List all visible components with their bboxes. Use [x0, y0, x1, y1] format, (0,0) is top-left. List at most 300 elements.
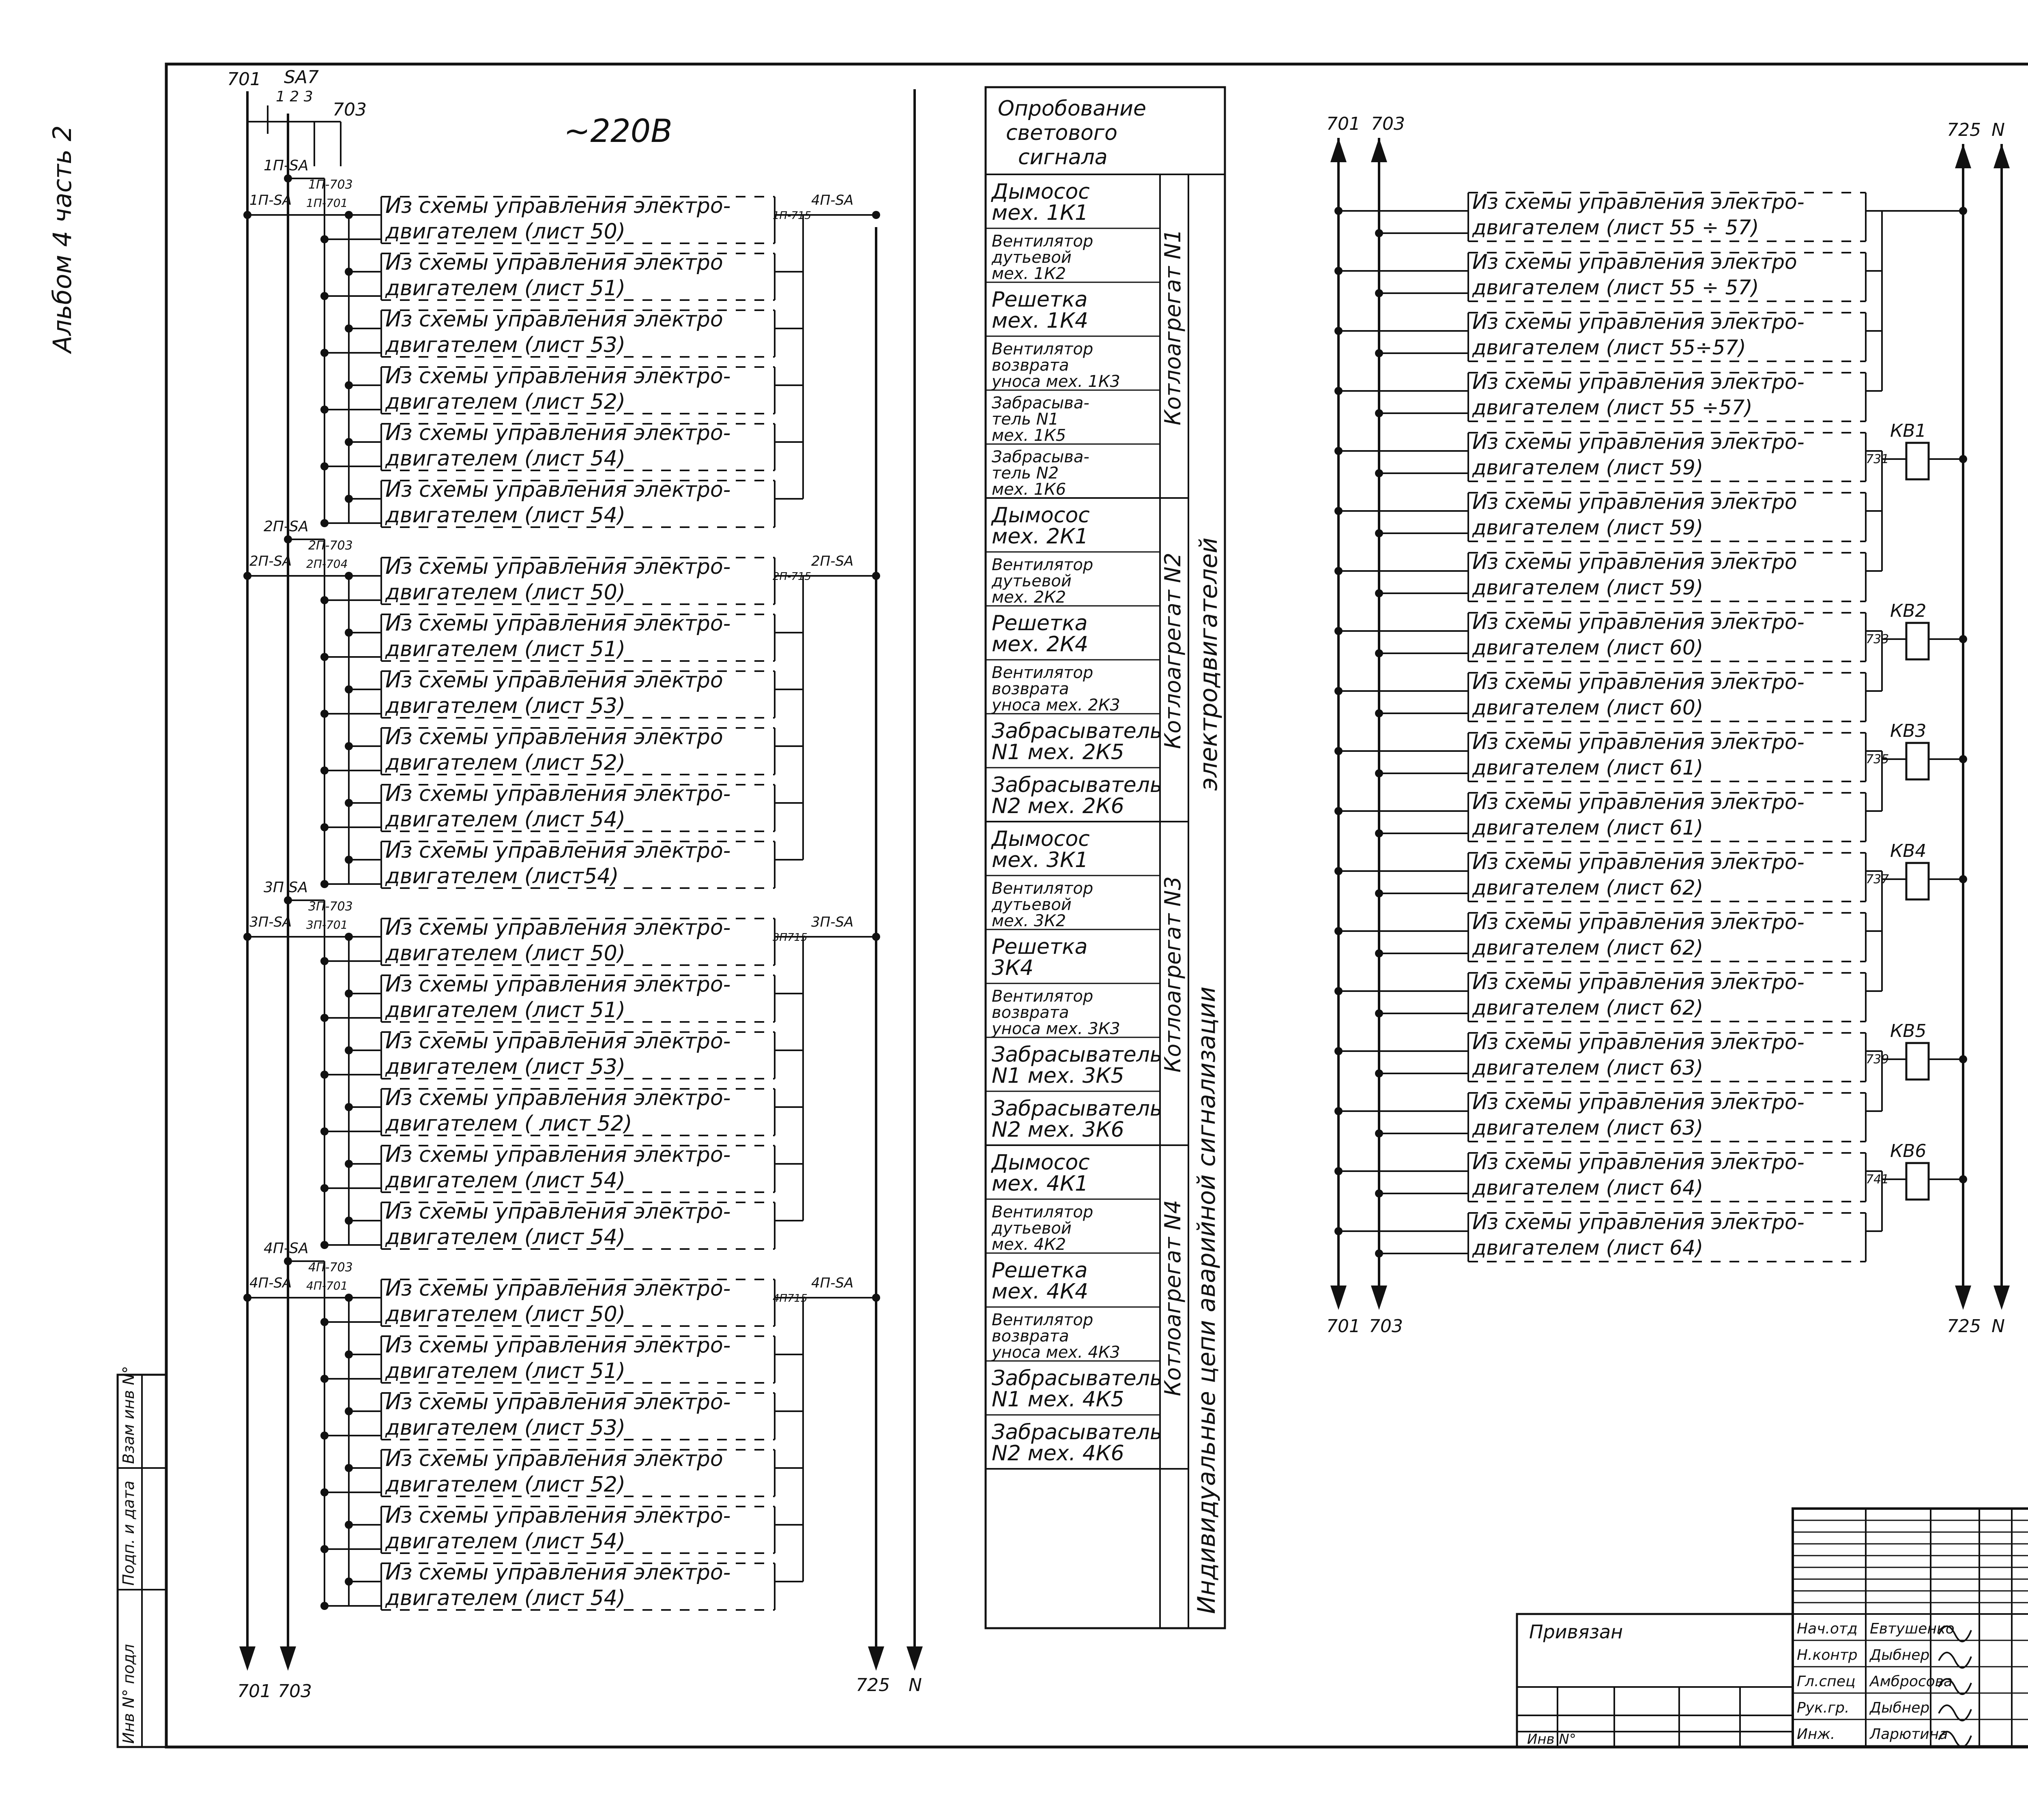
arrow-701-left [239, 1646, 256, 1671]
row-text-1: Из схемы управления электро- [385, 1200, 731, 1224]
row-text-2: двигателем (лист54) [385, 864, 619, 889]
junction-dot [872, 1294, 880, 1302]
signature-role: Н.контр [1797, 1647, 1858, 1663]
relay-coil [1866, 721, 1967, 811]
junction-dot [1375, 769, 1383, 777]
left-bus-N-bottom: N [909, 1675, 922, 1696]
junction-dot [1375, 529, 1383, 537]
row-text-1: Из схемы управления электро- [385, 555, 731, 579]
junction-dot [243, 572, 251, 580]
junction-dot [1334, 1167, 1343, 1175]
junction-dot [345, 572, 353, 580]
row-text-2: двигателем (лист 52) [385, 751, 626, 775]
aggregate-item-text: Вентилятор [992, 879, 1093, 898]
junction-dot [320, 596, 329, 604]
sa-right-label: 4П-SA [811, 192, 854, 208]
right-motor-circuit-row [1334, 550, 1882, 601]
junction-dot [345, 629, 353, 637]
aggregate-item-text: мех. 4К4 [992, 1279, 1089, 1304]
aggregate-item-text: 3К4 [992, 956, 1034, 980]
stamp-col-sign: Подп. и дата [120, 1481, 137, 1586]
motor-circuit-row [320, 555, 803, 605]
aggregate-item-text: мех. 1К1 [992, 201, 1089, 225]
left-table-caption-main: Индивидуальные цепи аварийной сигнализации [1192, 986, 1221, 1614]
relay-wire: 741 [1866, 1172, 1889, 1187]
left-group [243, 1240, 880, 1610]
junction-dot [345, 324, 353, 333]
junction-dot [1334, 987, 1343, 995]
aggregate-item-text: Решетка [992, 611, 1088, 635]
right-row-text-2: двигателем (лист 64) [1472, 1176, 1704, 1200]
junction-dot [345, 268, 353, 276]
junction-dot [345, 742, 353, 750]
junction-dot [1959, 207, 1967, 215]
aggregate-section [986, 180, 1188, 499]
aggregate-item-text: дутьевой [992, 895, 1072, 914]
junction-dot [1959, 755, 1967, 763]
junction-dot [1959, 875, 1967, 883]
motor-circuit-row [320, 1277, 803, 1326]
arrow-725-right-top [1955, 144, 1971, 168]
right-row-text-1: Из схемы управления электро [1472, 550, 1797, 574]
aggregate-item-text: Забрасыва- [992, 394, 1089, 412]
relay-name: КВ5 [1890, 1021, 1927, 1041]
junction-dot [345, 1464, 353, 1472]
arrow-725-left [868, 1646, 884, 1671]
junction-dot [1334, 387, 1343, 395]
aggregate-item [986, 1366, 1162, 1415]
signature-scribble [1939, 1705, 1971, 1721]
row-text-2: двигателем (лист 54) [385, 503, 626, 528]
right-row-text-2: двигателем (лист 61) [1472, 816, 1704, 839]
aggregate-label: Котлоагрегат N4 [1160, 1200, 1186, 1396]
aggregate-item [986, 503, 1160, 552]
arrow-703-right-top [1371, 138, 1387, 162]
aggregate-item-text: Дымосос [992, 180, 1090, 204]
aggregate-item-text: уноса мех. 4К3 [992, 1343, 1120, 1362]
junction-dot [1375, 649, 1383, 657]
junction-dot [1375, 829, 1383, 837]
junction-dot [320, 519, 329, 527]
aggregate-section [986, 827, 1188, 1145]
aggregate-item [986, 987, 1160, 1038]
aggregate-item-text: N1 мех. 2К5 [992, 740, 1124, 764]
junction-dot [320, 1014, 329, 1022]
left-group [243, 518, 880, 889]
junction-dot [320, 957, 329, 965]
aggregate-item-text: Решетка [992, 1258, 1088, 1283]
junction-dot [1334, 927, 1343, 935]
junction-dot [345, 381, 353, 389]
right-bus-703: 703 [1371, 114, 1405, 134]
aggregate-item-text: N2 мех. 2К6 [992, 794, 1124, 818]
aggregate-item-text: мех. 1К5 [992, 426, 1066, 445]
relay-name: КВ2 [1890, 601, 1927, 621]
relay-coil [1866, 1141, 1967, 1231]
aggregate-item [986, 935, 1160, 983]
sa-right-wire: 1П-715 [773, 210, 812, 222]
sa-top-label: 4П-SA [264, 1240, 309, 1257]
row-text-2: двигателем (лист 50) [385, 941, 626, 966]
aggregate-item-text: дутьевой [992, 1219, 1072, 1238]
junction-dot [345, 495, 353, 503]
motor-circuit-row [320, 916, 803, 966]
aggregate-item [986, 394, 1160, 445]
aggregate-item [986, 1420, 1162, 1469]
junction-dot [1959, 635, 1967, 643]
right-bus-725-bottom: 725 [1947, 1316, 1981, 1337]
junction-dot [345, 1217, 353, 1225]
sa-right-label: 2П-SA [811, 553, 854, 569]
row-text-2: двигателем (лист 53) [385, 694, 626, 718]
junction-dot [1334, 1227, 1343, 1235]
aggregate-item [986, 448, 1160, 499]
aggregate-item-text: Вентилятор [992, 1311, 1093, 1329]
relay-coil [1866, 601, 1967, 691]
left-bus-703: 703 [333, 99, 367, 120]
relay-coil-box [1906, 623, 1929, 659]
junction-dot [320, 1184, 329, 1192]
junction-dot [320, 766, 329, 775]
right-motor-circuit-row [1334, 310, 1882, 361]
aggregate-item-text: Забрасыватель [992, 1420, 1162, 1444]
right-row-text-2: двигателем (лист 60) [1472, 696, 1704, 719]
aggregate-item [986, 1043, 1162, 1091]
relay-coil-box [1906, 1043, 1929, 1080]
aggregate-item-text: возврата [992, 1003, 1069, 1022]
arrow-N-right-bottom [1994, 1286, 2010, 1310]
junction-dot [320, 1432, 329, 1440]
right-row-text-2: двигателем (лист 59) [1472, 456, 1704, 479]
junction-dot [1334, 747, 1343, 755]
junction-dot [284, 174, 292, 182]
sa-top-wire: 2П-703 [308, 539, 353, 553]
sa-left-wire: 4П-701 [306, 1279, 348, 1292]
sa-top-label: 3П SA [264, 879, 308, 896]
aggregate-item-text: мех. 2К4 [992, 632, 1089, 657]
arrow-701-right-top [1330, 138, 1347, 162]
junction-dot [345, 933, 353, 941]
right-row-text-1: Из схемы управления электро- [1472, 670, 1805, 694]
sa-right-wire: 2П-715 [773, 571, 812, 583]
left-groups [243, 157, 880, 1610]
sa-top-wire: 3П-703 [308, 899, 353, 914]
left-signal-table [986, 87, 1225, 1628]
row-text-2: двигателем (лист 53) [385, 333, 626, 357]
junction-dot [320, 235, 329, 243]
right-row-text-2: двигателем (лист 55÷57) [1472, 336, 1746, 359]
left-group [243, 157, 880, 528]
aggregate-item-text: Вентилятор [992, 663, 1093, 682]
row-text-1: Из схемы управления электро- [385, 612, 731, 636]
row-text-2: двигателем (лист 54) [385, 1168, 626, 1193]
right-row-text-2: двигателем (лист 63) [1472, 1116, 1704, 1140]
junction-dot [1375, 1189, 1383, 1198]
left-bus-701: 701 [227, 69, 261, 90]
sa-left-wire: 3П-701 [306, 918, 348, 931]
signature-role: Рук.гр. [1797, 1700, 1850, 1716]
junction-dot [1959, 1175, 1967, 1183]
junction-dot [345, 1160, 353, 1168]
junction-dot [284, 535, 292, 543]
arrow-703-left [280, 1646, 296, 1671]
aggregate-item-text: мех. 1К4 [992, 309, 1089, 333]
relay-name: КВ3 [1890, 721, 1927, 741]
junction-dot [1334, 507, 1343, 515]
stamp-col-inv: Инв N° подл [120, 1644, 137, 1744]
right-row-text-2: двигателем (лист 55 ÷57) [1472, 396, 1753, 419]
right-row-text-1: Из схемы управления электро- [1472, 190, 1805, 214]
row-text-1: Из схемы управления электро [385, 307, 723, 332]
right-collectors [1882, 207, 1967, 391]
relay-wire: 735 [1866, 752, 1889, 766]
row-text-2: двигателем (лист 52) [385, 390, 626, 414]
aggregate-item [986, 232, 1160, 283]
right-row-text-1: Из схемы управления электро- [1472, 370, 1805, 394]
row-text-2: двигателем (лист 50) [385, 580, 626, 605]
arrow-703-right-bottom [1371, 1286, 1387, 1310]
left-group [243, 879, 880, 1249]
aggregate-item-text: Решетка [992, 935, 1088, 959]
right-motor-circuit-row [1334, 670, 1882, 721]
sa-right-label: 4П-SA [811, 1275, 854, 1291]
inv-no-label: Инв N° [1527, 1731, 1576, 1747]
aggregate-item-text: Вентилятор [992, 987, 1093, 1006]
junction-dot [345, 856, 353, 864]
right-bus-725: 725 [1947, 120, 1981, 140]
right-row-text-1: Из схемы управления электро- [1472, 1030, 1805, 1054]
junction-dot [872, 211, 880, 219]
right-motor-circuit-row [1334, 430, 1882, 481]
junction-dot [320, 1375, 329, 1383]
row-text-1: Из схемы управления электро [385, 1447, 723, 1471]
relay-wire: 731 [1866, 452, 1889, 466]
right-row-text-1: Из схемы управления электро- [1472, 970, 1805, 994]
right-row-text-1: Из схемы управления электро- [1472, 910, 1805, 934]
row-text-1: Из схемы управления электро- [385, 916, 731, 940]
signature-role: Нач.отд [1797, 1620, 1858, 1637]
aggregate-item [986, 663, 1160, 715]
aggregate-item-text: Забрасыватель [992, 1097, 1162, 1121]
sa-left-label: 3П-SA [249, 914, 292, 930]
row-text-2: двигателем (лист 51) [385, 637, 626, 661]
junction-dot [1334, 687, 1343, 695]
side-label: Альбом 4 часть 2 [47, 125, 77, 353]
row-text-2: двигателем (лист 51) [385, 276, 626, 300]
row-text-2: двигателем (лист 51) [385, 1359, 626, 1383]
junction-dot [320, 880, 329, 888]
junction-dot [345, 438, 353, 446]
left-table-body [986, 180, 1188, 1469]
junction-dot [1334, 567, 1343, 575]
junction-dot [320, 1318, 329, 1326]
row-text-2: двигателем (лист 50) [385, 1302, 626, 1326]
aggregate-item [986, 1097, 1162, 1145]
junction-dot [345, 989, 353, 998]
junction-dot [1375, 949, 1383, 957]
relay-wire: 739 [1866, 1052, 1889, 1067]
junction-dot [243, 211, 251, 219]
right-row-text-2: двигателем (лист 55 ÷ 57) [1472, 276, 1759, 299]
voltage-label: ~220В [564, 113, 672, 150]
junction-dot [320, 1241, 329, 1249]
relay-coil [1866, 841, 1967, 991]
aggregate-item-text: мех. 2К2 [992, 588, 1066, 607]
junction-dot [1334, 1107, 1343, 1115]
sa-left-wire: 1П-701 [306, 196, 348, 210]
aggregate-item-text: Вентилятор [992, 232, 1093, 251]
junction-dot [345, 1103, 353, 1111]
junction-dot [872, 572, 880, 580]
row-text-1: Из схемы управления электро [385, 251, 723, 275]
sa-left-label: 1П-SA [249, 192, 292, 208]
aggregate-item [986, 180, 1160, 228]
junction-dot [1375, 1069, 1383, 1077]
right-motor-circuit-row [1334, 790, 1882, 841]
junction-dot [1375, 1009, 1383, 1017]
relay-wire: 733 [1866, 632, 1889, 646]
junction-dot [320, 710, 329, 718]
junction-dot [1375, 229, 1383, 237]
aggregate-item-text: мех. 4К2 [992, 1235, 1066, 1254]
aggregate-item-text: тель N1 [992, 410, 1059, 429]
row-text-2: двигателем (лист 54) [385, 1529, 626, 1554]
aggregate-item-text: Дымосос [992, 1150, 1090, 1175]
junction-dot [320, 1071, 329, 1079]
right-motor-circuit-row [1334, 1210, 1882, 1262]
junction-dot [284, 896, 292, 904]
right-row-text-1: Из схемы управления электро- [1472, 1090, 1805, 1114]
aggregate-label: Котлоагрегат N2 [1160, 552, 1186, 749]
aggregate-item [986, 1258, 1160, 1307]
aggregate-item [986, 556, 1160, 607]
stamp-col-replace: Взам инв N° [120, 1366, 137, 1464]
right-row-text-2: двигателем (лист 63) [1472, 1056, 1704, 1080]
relay-name: КВ4 [1890, 841, 1927, 861]
privyazan-label: Привязан [1529, 1621, 1623, 1643]
left-switch-label: SA7 [284, 67, 319, 88]
right-row-text-2: двигателем (лист 55 ÷ 57) [1472, 216, 1759, 239]
junction-dot [320, 1545, 329, 1553]
left-table-header-3: сигнала [1018, 145, 1108, 170]
sa-top-label: 2П-SA [264, 518, 309, 535]
aggregate-item-text: дутьевой [992, 248, 1072, 267]
aggregate-item [986, 773, 1162, 822]
right-motor-circuit-row [1334, 1150, 1882, 1202]
aggregate-item-text: Вентилятор [992, 1203, 1093, 1221]
row-text-1: Из схемы управления электро- [385, 782, 731, 806]
junction-dot [320, 406, 329, 414]
junction-dot [284, 1257, 292, 1265]
row-text-2: двигателем (лист 54) [385, 807, 626, 832]
junction-dot [1375, 709, 1383, 717]
right-row-text-1: Из схемы управления электро [1472, 490, 1797, 514]
motor-circuit-row [320, 194, 803, 244]
title-block [1517, 1509, 2028, 1784]
row-text-1: Из схемы управления электро- [385, 1390, 731, 1414]
aggregate-item-text: Забрасыватель [992, 719, 1162, 743]
left-bus-701-bottom: 701 [237, 1681, 271, 1702]
aggregate-item-text: возврата [992, 680, 1069, 698]
right-row-text-1: Из схемы управления электро- [1472, 610, 1805, 634]
signature-name: Ларютина [1870, 1726, 1948, 1743]
junction-dot [1375, 289, 1383, 297]
aggregate-item [986, 1311, 1160, 1362]
junction-dot [345, 1521, 353, 1529]
right-row-text-2: двигателем (лист 62) [1472, 876, 1704, 899]
row-text-2: двигателем (лист 50) [385, 219, 626, 244]
junction-dot [320, 1488, 329, 1496]
row-text-1: Из схемы управления электро [385, 725, 723, 749]
left-switch-contacts: 1 2 3 [276, 88, 313, 105]
right-row-text-2: двигателем (лист 61) [1472, 756, 1704, 779]
relay-name: КВ6 [1890, 1141, 1927, 1161]
relay-coil-box [1906, 743, 1929, 779]
junction-dot [1375, 589, 1383, 597]
aggregate-item-text: мех. 2К1 [992, 524, 1089, 549]
left-bus-725-bottom: 725 [856, 1675, 890, 1696]
right-row-text-1: Из схемы управления электро [1472, 250, 1797, 274]
junction-dot [1334, 627, 1343, 635]
aggregate-item-text: Дымосос [992, 827, 1090, 851]
right-motor-circuit-row [1334, 730, 1882, 781]
junction-dot [243, 933, 251, 941]
right-motor-circuit-row [1334, 250, 1882, 301]
row-text-2: двигателем ( лист 52) [385, 1112, 632, 1136]
junction-dot [345, 1577, 353, 1586]
arrow-N-left [907, 1646, 923, 1671]
aggregate-item-text: Забрасыватель [992, 1043, 1162, 1067]
arrow-N-right-top [1994, 144, 2010, 168]
sa-right-wire: 3П715 [773, 931, 808, 944]
right-row-text-1: Из схемы управления электро- [1472, 1150, 1805, 1174]
junction-dot [1334, 267, 1343, 275]
right-motor-circuit-row [1334, 910, 1882, 962]
row-text-2: двигателем (лист 53) [385, 1055, 626, 1079]
junction-dot [320, 1127, 329, 1135]
right-motor-circuit-row [1334, 1030, 1882, 1082]
right-bus-701: 701 [1326, 114, 1360, 134]
junction-dot [1334, 327, 1343, 335]
aggregate-item-text: N1 мех. 3К5 [992, 1064, 1124, 1088]
aggregate-item-text: возврата [992, 1327, 1069, 1346]
aggregate-item [986, 611, 1160, 660]
signature-name: Дыбнер [1870, 1700, 1930, 1716]
sa-top-wire: 1П-703 [308, 178, 353, 192]
right-row-text-2: двигателем (лист 62) [1472, 996, 1704, 1019]
junction-dot [1375, 889, 1383, 897]
left-table-caption-tail: электродвигателей [1194, 537, 1223, 791]
aggregate-item-text: Вентилятор [992, 556, 1093, 574]
right-bus-N-bottom: N [1991, 1316, 2005, 1337]
row-text-1: Из схемы управления электро- [385, 1560, 731, 1585]
junction-dot [1334, 207, 1343, 215]
aggregate-item [986, 719, 1162, 768]
aggregate-item-text: мех. 4К1 [992, 1172, 1089, 1196]
right-motor-circuit-row [1334, 490, 1882, 541]
relay-coil-box [1906, 863, 1929, 899]
left-table-header-2: светового [1006, 121, 1117, 145]
tb-grid [1793, 1520, 2028, 1747]
right-row-text-1: Из схемы управления электро- [1472, 1210, 1805, 1234]
aggregate-item [986, 288, 1160, 336]
right-motor-circuit-row [1334, 970, 1882, 1022]
aggregate-item-text: тель N2 [992, 464, 1059, 483]
junction-dot [320, 292, 329, 300]
junction-dot [1375, 409, 1383, 417]
relay-wire: 737 [1866, 872, 1889, 886]
aggregate-label: Котлоагрегат N1 [1160, 229, 1186, 425]
